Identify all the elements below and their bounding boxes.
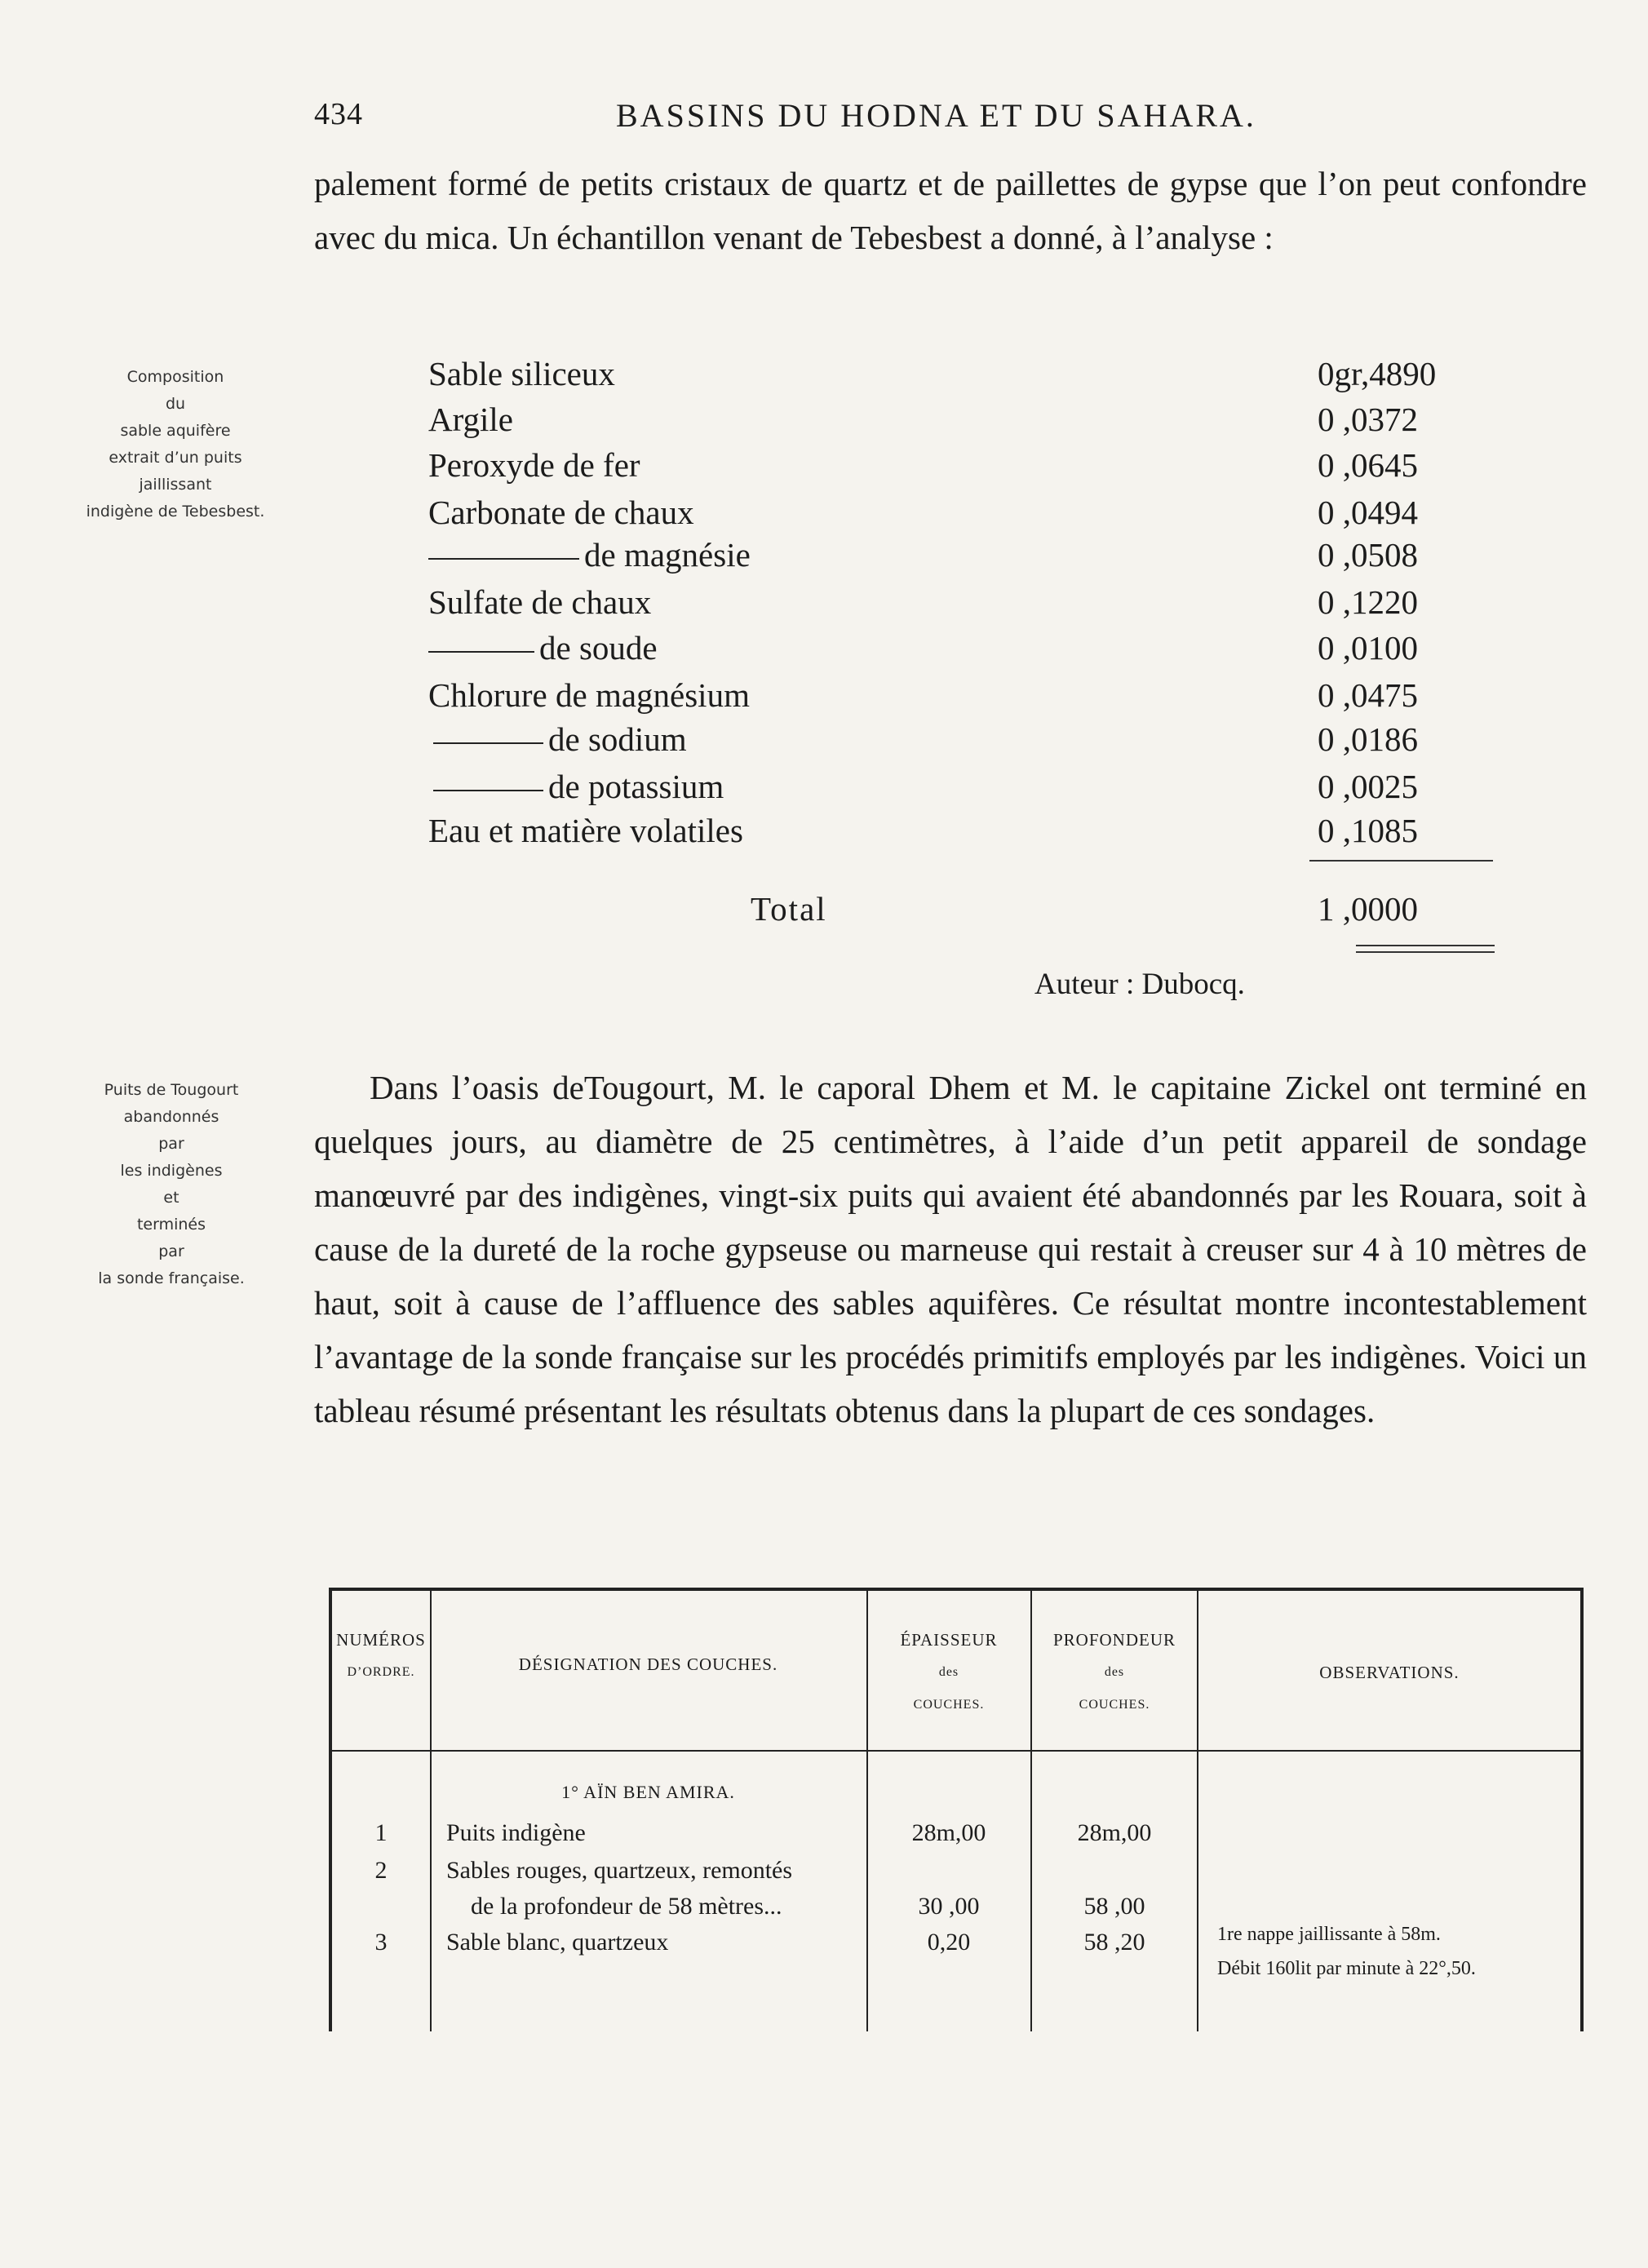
composition-label: Peroxyde de fer bbox=[428, 446, 640, 484]
margin-note-line: terminés bbox=[136, 1216, 206, 1234]
row-number: 1 bbox=[374, 1819, 388, 1846]
row-profondeur: 28m,00 bbox=[1077, 1819, 1152, 1846]
composition-row bbox=[428, 400, 1481, 449]
author-credit: Auteur : Dubocq. bbox=[1034, 968, 1245, 1001]
margin-note-line: par bbox=[158, 1135, 184, 1153]
header-designation: DÉSIGNATION DES COUCHES. bbox=[518, 1654, 778, 1674]
margin-note-line: les indigènes bbox=[120, 1162, 223, 1180]
row-epaisseur: 0,20 bbox=[927, 1929, 971, 1956]
composition-label: de magnésie bbox=[584, 536, 751, 574]
composition-label: Eau et matière volatiles bbox=[428, 812, 743, 849]
observation-line: 1re nappe jaillissante à 58m. bbox=[1217, 1924, 1441, 1945]
total-value: 1 ,0000 bbox=[1318, 890, 1418, 928]
row-epaisseur: 28m,00 bbox=[911, 1819, 986, 1846]
margin-note-composition bbox=[49, 364, 302, 525]
composition-value: 0 ,0645 bbox=[1318, 446, 1418, 484]
composition-value: 0 ,0100 bbox=[1318, 629, 1418, 667]
composition-value: 0gr,4890 bbox=[1318, 355, 1437, 392]
composition-label: de soude bbox=[539, 629, 658, 667]
margin-note-line: du bbox=[165, 395, 186, 413]
ditto-dash bbox=[433, 790, 543, 791]
row-profondeur: 58 ,00 bbox=[1083, 1893, 1145, 1920]
composition-label: Argile bbox=[428, 401, 514, 438]
row-designation: de la profondeur de 58 mètres... bbox=[471, 1893, 782, 1920]
row-designation: Sable blanc, quartzeux bbox=[446, 1929, 669, 1956]
composition-label: de sodium bbox=[548, 720, 687, 758]
ditto-dash bbox=[428, 651, 534, 653]
composition-value: 0 ,0475 bbox=[1318, 676, 1418, 714]
sum-rule bbox=[1309, 860, 1493, 862]
composition-row bbox=[428, 535, 1481, 584]
margin-note-line: abandonnés bbox=[123, 1108, 219, 1126]
row-designation: Puits indigène bbox=[446, 1819, 586, 1846]
margin-note-line: Puits de Tougourt bbox=[104, 1081, 239, 1099]
row-number: 3 bbox=[374, 1929, 388, 1956]
composition-row bbox=[428, 811, 1481, 860]
running-title: BASSINS DU HODNA ET DU SAHARA. bbox=[616, 97, 1256, 134]
composition-label: Sulfate de chaux bbox=[428, 583, 652, 621]
row-profondeur: 58 ,20 bbox=[1083, 1929, 1145, 1956]
main-paragraph: Dans l’oasis deTougourt, M. le caporal Dhem et M. le capitaine Zickel ont terminé en quelques jours, au diamètre de 25 centimètres, à l’aide d’un petit appareil de sondage manœuvré par des indigènes, vingt-six puits qui avaient été abandonnés par les Rouara, soit à cause de la dureté de la roche gypseuse ou marneuse qui restait à creuser sur 4 à 10 mètres de haut, soit à cause de l’affluence des sables aquifères. Ce résultat montre incontestablement l’avantage de la sonde française sur les procédés primitifs employés par les indigènes. Voici un tableau résumé présentant les résultats obtenus dans la plupart de ces sondages. bbox=[314, 1069, 1587, 1429]
composition-value: 0 ,0372 bbox=[1318, 401, 1418, 438]
total-rule bbox=[1356, 951, 1495, 953]
header-text: ÉPAISSEUR bbox=[900, 1630, 998, 1650]
total-rule bbox=[1356, 945, 1495, 946]
row-epaisseur: 30 ,00 bbox=[918, 1893, 980, 1920]
composition-row bbox=[428, 767, 1481, 816]
composition-row bbox=[428, 493, 1481, 542]
header-observations: OBSERVATIONS. bbox=[1319, 1663, 1460, 1682]
header-text: D’ORDRE. bbox=[347, 1665, 415, 1679]
margin-note-line: sable aquifère bbox=[120, 422, 231, 440]
composition-row bbox=[428, 583, 1481, 631]
intro-paragraph: palement formé de petits cristaux de quartz et de paillettes de gypse que l’on peut confondre avec du mica. Un échantillon venant de Tebesbest a donné, à l’analyse : bbox=[314, 165, 1587, 256]
header-epaisseur bbox=[867, 1623, 1030, 1721]
header-profondeur bbox=[1032, 1623, 1197, 1721]
composition-label: Chlorure de magnésium bbox=[428, 676, 750, 714]
margin-note-puits bbox=[65, 1077, 277, 1292]
ditto-dash bbox=[428, 558, 579, 560]
header-text: PROFONDEUR bbox=[1052, 1630, 1176, 1650]
margin-note-line: par bbox=[158, 1243, 184, 1260]
margin-note-line: extrait d’un puits bbox=[109, 449, 242, 467]
total-label: Total bbox=[751, 890, 827, 928]
page-number: 434 bbox=[314, 97, 363, 131]
composition-value: 0 ,0025 bbox=[1318, 768, 1418, 805]
page-header bbox=[314, 96, 1587, 145]
header-numeros bbox=[332, 1623, 430, 1689]
row-number: 2 bbox=[374, 1857, 388, 1884]
margin-note-line: Composition bbox=[126, 368, 224, 386]
header-text: COUCHES. bbox=[913, 1698, 985, 1712]
composition-row bbox=[428, 720, 1481, 769]
composition-label-wrap bbox=[428, 628, 658, 667]
header-text: NUMÉROS bbox=[336, 1630, 426, 1650]
composition-label-wrap bbox=[428, 767, 724, 806]
composition-value: 0 ,0508 bbox=[1318, 536, 1418, 574]
soundings-table bbox=[329, 1588, 1584, 2031]
composition-row bbox=[428, 445, 1481, 494]
composition-label-wrap bbox=[428, 535, 751, 574]
header-text: des bbox=[1104, 1665, 1125, 1679]
composition-row bbox=[428, 628, 1481, 677]
composition-label: Carbonate de chaux bbox=[428, 494, 694, 531]
composition-label-wrap bbox=[428, 720, 687, 759]
composition-row bbox=[428, 354, 1481, 403]
observation-line: Débit 160lit par minute à 22°,50. bbox=[1217, 1958, 1476, 1979]
composition-value: 0 ,0494 bbox=[1318, 494, 1418, 531]
header-text: COUCHES. bbox=[1079, 1698, 1150, 1712]
row-designation: Sables rouges, quartzeux, remontés bbox=[446, 1857, 793, 1884]
margin-note-line: indigène de Tebesbest. bbox=[86, 503, 265, 520]
margin-note-line: et bbox=[163, 1189, 179, 1207]
composition-value: 0 ,1220 bbox=[1318, 583, 1418, 621]
margin-note-line: la sonde française. bbox=[98, 1269, 245, 1287]
header-text: des bbox=[938, 1665, 959, 1679]
margin-note-line: jaillissant bbox=[139, 476, 212, 494]
header-divider bbox=[332, 1750, 1580, 1752]
ditto-dash bbox=[433, 742, 543, 744]
composition-label: de potassium bbox=[548, 768, 724, 805]
composition-value: 0 ,0186 bbox=[1318, 720, 1418, 758]
composition-label: Sable siliceux bbox=[428, 355, 615, 392]
composition-row bbox=[428, 676, 1481, 724]
total-row bbox=[428, 889, 1481, 938]
section-title: 1° AÏN BEN AMIRA. bbox=[561, 1782, 735, 1802]
composition-value: 0 ,1085 bbox=[1318, 812, 1418, 849]
